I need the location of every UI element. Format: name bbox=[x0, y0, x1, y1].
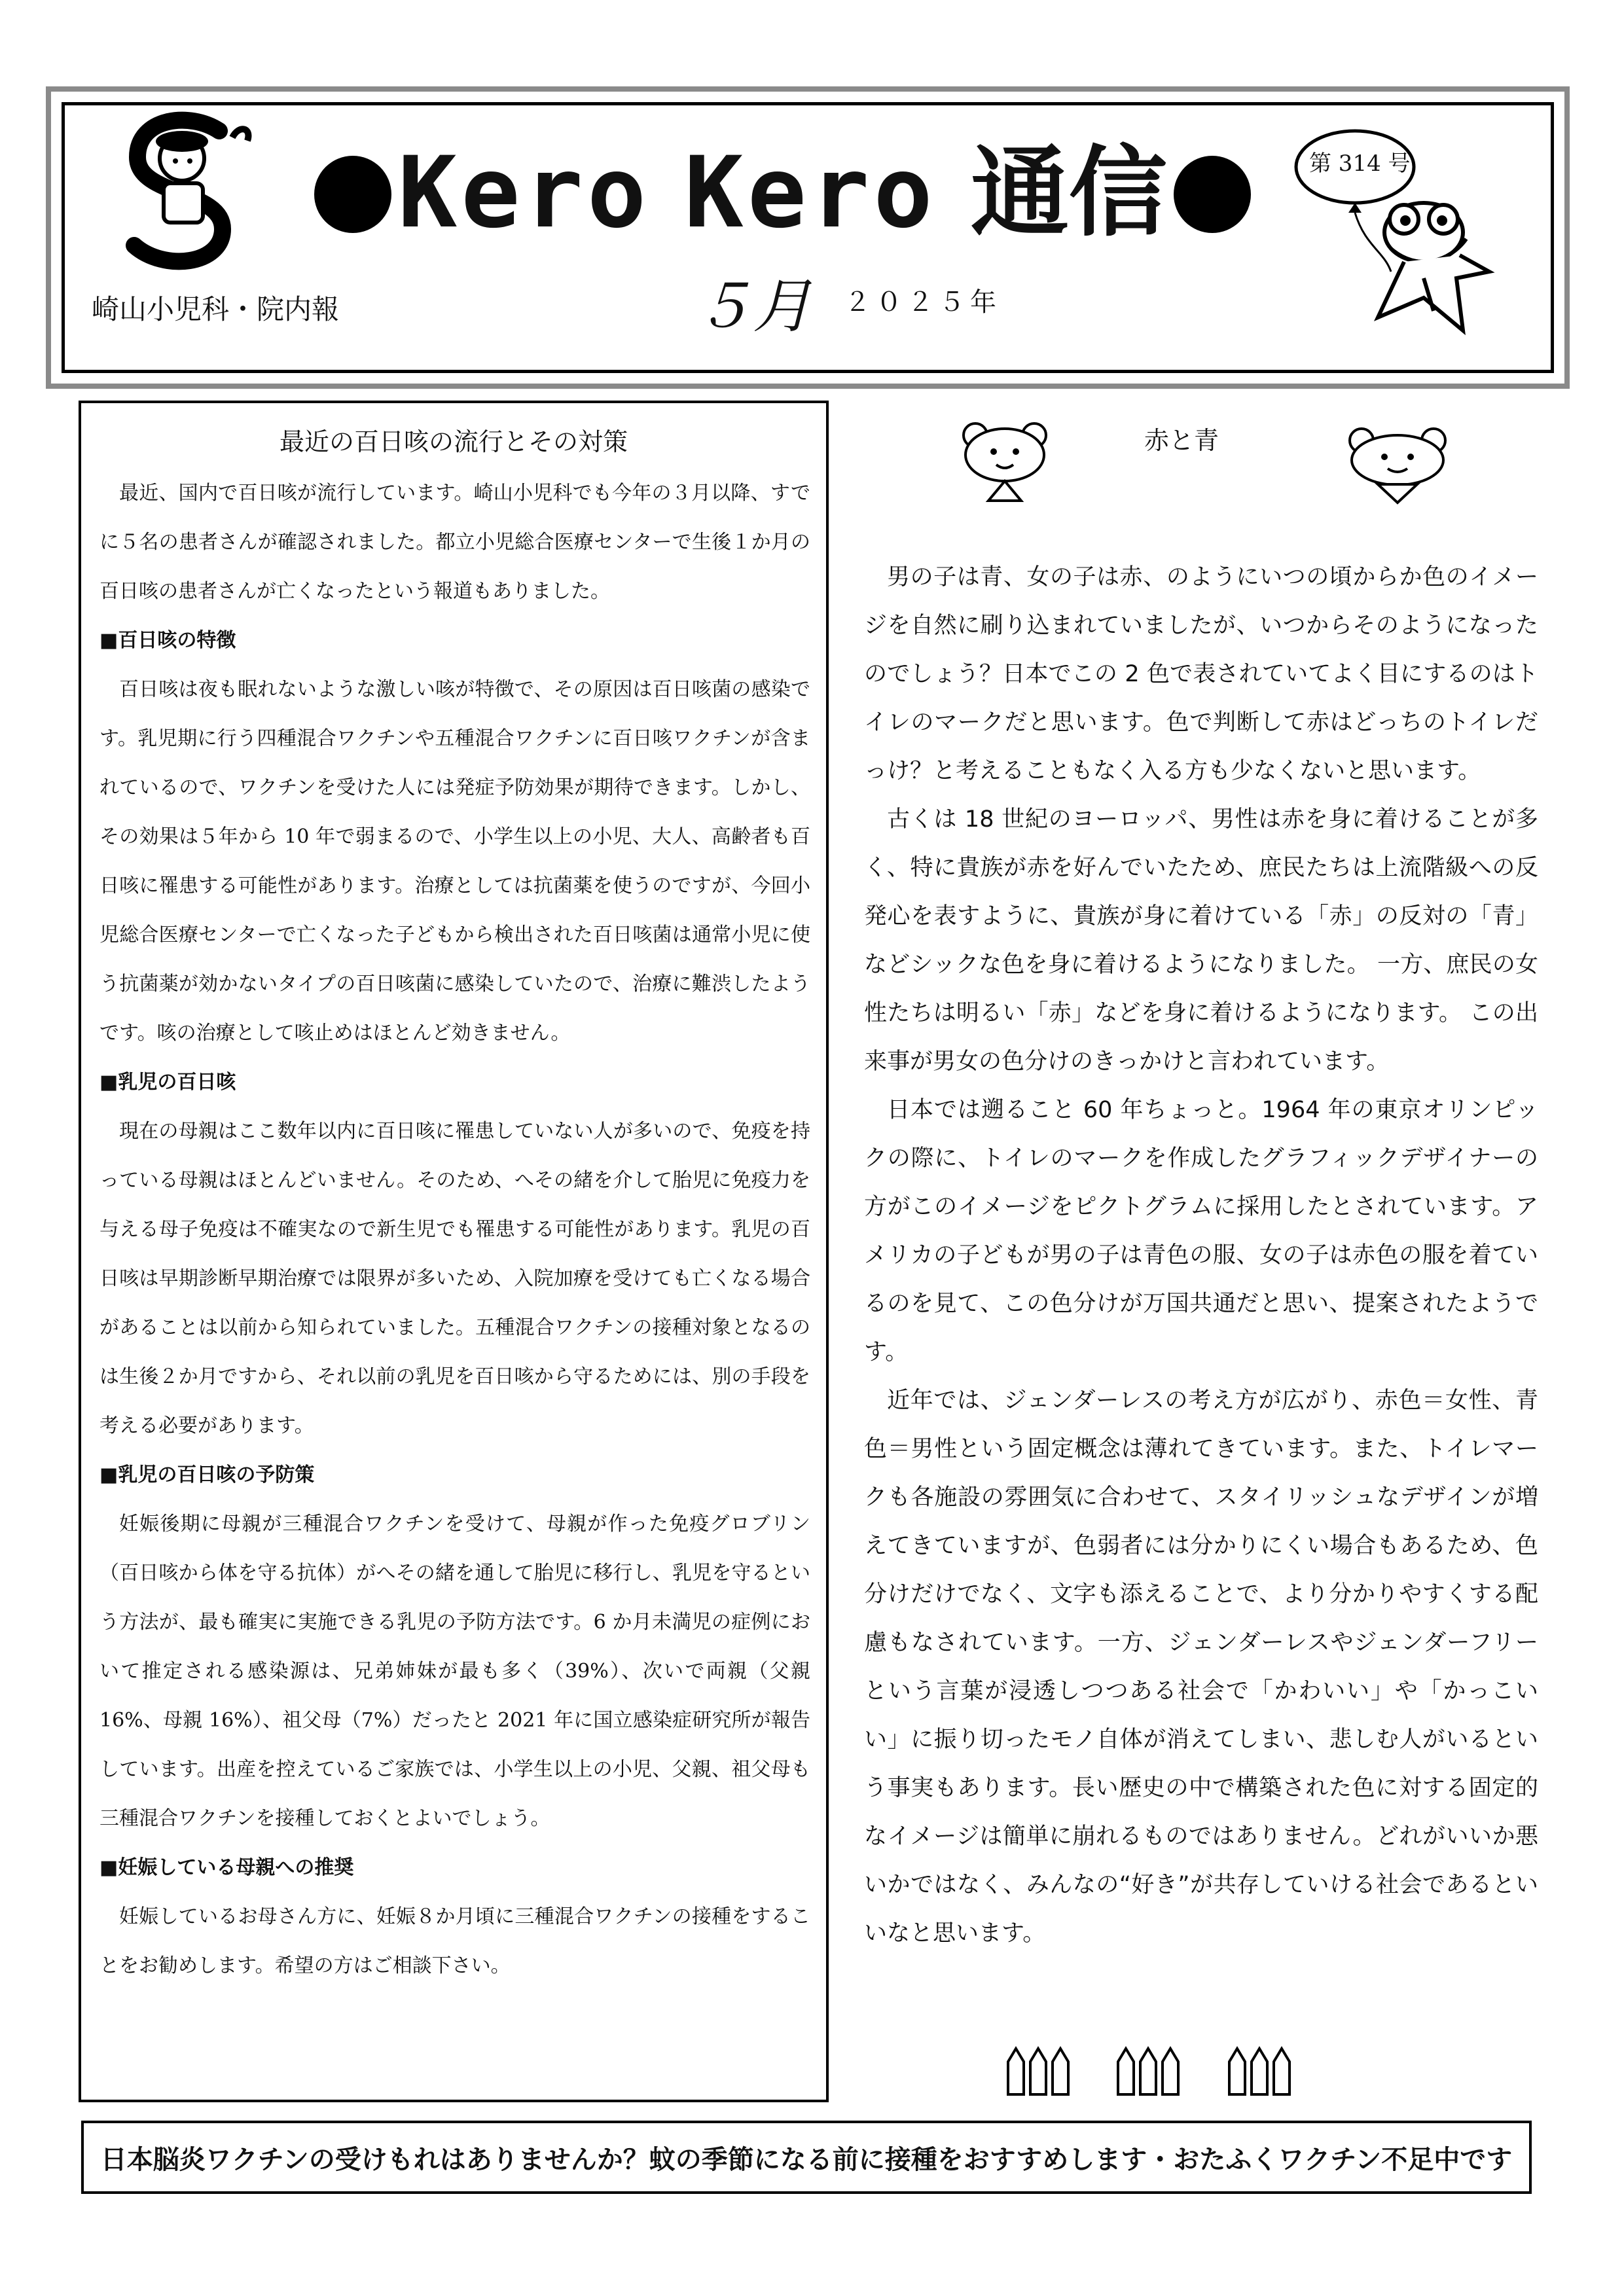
section-paragraph: 百日咳は夜も眠れないような激しい咳が特徴で、その原因は百日咳菌の感染です。乳児期に行う四種混合ワクチンや五種混合ワクチンに百日咳ワクチンが含まれているので、ワクチンを受けた人には発症予防効果が期待できます。しかし、その効果は５年から 10 年で弱まるので、小学生以上の小児、大人、高齢者も百日咳に罹患する可能性があります。治療としては抗菌薬を使うのですが、今回小児総合医療センターで亡くなった子どもから検出された百日咳菌は通常小児に使う抗菌薬が効かないタイプの百日咳菌に感染していたので、治療に難渋したようです。咳の治療として咳止めはほとんど効きません。 bbox=[99, 678, 810, 1045]
pencils-icon bbox=[1001, 2045, 1329, 2098]
pertussis-article bbox=[79, 401, 829, 2102]
title-word-1: Kero bbox=[398, 136, 651, 250]
hospital-name: 崎山小児科・院内報 bbox=[92, 293, 340, 325]
bullet-dot-icon bbox=[1174, 156, 1251, 233]
article-paragraph: 日本では遡ること 60 年ちょっと。1964 年の東京オリンピックの際に、トイレのマークを作成したグラフィックデザイナーの方がこのイメージをピクトグラムに採用したとされています。アメリカの子どもが男の子は青色の服、女の子は赤色の服を着ているのを見て、この色分けが万国共通だと思い、提案されたようです。 bbox=[864, 1097, 1538, 1365]
section-paragraph: 妊娠しているお母さん方に、妊娠８か月頃に三種混合ワクチンの接種をすることをお勧めします。希望の方はご相談下さい。 bbox=[99, 1905, 810, 1977]
bear-face-icon bbox=[1342, 424, 1453, 509]
article-title: 最近の百日咳の流行とその対策 bbox=[279, 427, 628, 456]
article-intro: 最近、国内で百日咳が流行しています。崎山小児科でも今年の３月以降、すでに５名の患者さんが確認されました。都立小児総合医療センターで生後１か月の百日咳の患者さんが亡くなったという報道もありました。 bbox=[99, 482, 810, 603]
issue-month: ５月 bbox=[694, 272, 812, 341]
section-heading: ■百日咳の特徴 bbox=[99, 629, 236, 652]
clinic-logo-icon bbox=[98, 111, 262, 275]
article-body bbox=[99, 469, 810, 1990]
article-paragraph: 古くは 18 世紀のヨーロッパ、男性は赤を身に着けることが多く、特に貴族が赤を好んでいたため、庶民たちは上流階級への反発心を表すように、貴族が身に着けている「赤」の反対の「青」などシックな色を身に着けるようになりました。 一方、庶民の女性たちは明るい「赤」などを身に着けるようになります。 この出来事が男女の色分けのきっかけと言われています。 bbox=[864, 806, 1538, 1075]
section-heading: ■妊娠している母親への推奨 bbox=[99, 1856, 354, 1879]
article-paragraph: 近年では、ジェンダーレスの考え方が広がり、赤色＝女性、青色＝男性という固定概念は薄れてきています。また、トイレマークも各施設の雰囲気に合わせて、スタイリッシュなデザインが増えてきていますが、色弱者には分かりにくい場合もあるため、色分けだけでなく、文字も添えることで、より分かりやすくする配慮もなされています。一方、ジェンダーレスやジェンダーフリーという言葉が浸透しつつある社会で「かわいい」や「かっこいい」に振り切ったモノ自体が消えてしまい、悲しむ人がいるという事実もあります。長い歴史の中で構築された色に対する固定的なイメージは簡単に崩れるものではありません。どれがいいか悪いかではなく、みんなの“好き”が共存していける社会であるといいなと思います。 bbox=[864, 1388, 1538, 1946]
article-paragraph: 男の子は青、女の子は赤、のようにいつの頃からか色のイメージを自然に刷り込まれていましたが、いつからそのようになったのでしょう？日本でこの 2 色で表されていてよく目にするのはトイレのマークだと思います。色で判断して赤はどっちのトイレだっけ？と考えることもなく入る方も少なくないと思います。 bbox=[864, 564, 1538, 784]
article-title: 赤と青 bbox=[1144, 426, 1219, 455]
section-paragraph: 妊娠後期に母親が三種混合ワクチンを受けて、母親が作った免疫グロブリン（百日咳から体を守る抗体）がへその緒を通して胎児に移行し、乳児を守るという方法が、最も確実に実施できる乳児の予防方法です。6 か月未満児の症例において推定される感染源は、兄弟姉妹が最も多く（39%）、次いで両親（父親 16%、母親 16%）、祖父母（7%）だったと 2021 年に国立感染症研究所が報告しています。出産を控えているご家族では、小学生以上の小児、父親、祖父母も三種混合ワクチンを接種しておくとよいでしょう。 bbox=[99, 1513, 810, 1830]
section-heading: ■乳児の百日咳の予防策 bbox=[99, 1463, 315, 1486]
newsletter-title bbox=[308, 137, 1263, 249]
section-heading: ■乳児の百日咳 bbox=[99, 1071, 236, 1094]
issue-number: 第 314 号 bbox=[1309, 151, 1411, 177]
title-word-2: Kero bbox=[684, 136, 937, 250]
bullet-dot-icon bbox=[314, 156, 391, 233]
section-paragraph: 現在の母親はここ数年以内に百日咳に罹患していない人が多いので、免疫を持っている母親はほとんどいません。そのため、へその緒を介して胎児に免疫力を与える母子免疫は不確実なので新生児でも罹患する可能性があります。乳児の百日咳は早期診断早期治療では限界が多いため、入院加療を受けても亡くなる場合があることは以前から知られていました。五種混合ワクチンの接種対象となるのは生後２か月ですから、それ以前の乳児を百日咳から守るためには、別の手段を考える必要があります。 bbox=[99, 1120, 810, 1437]
title-word-3: 通信 bbox=[970, 136, 1167, 250]
colors-article-body bbox=[864, 553, 1538, 1958]
issue-year: ２０２５年 bbox=[844, 287, 1001, 317]
vaccine-notice-banner: 日本脳炎ワクチンの受けもれはありませんか？蚊の季節になる前に接種をおすすめします・おたふくワクチン不足中です bbox=[81, 2121, 1532, 2194]
bear-face-icon bbox=[956, 419, 1054, 504]
